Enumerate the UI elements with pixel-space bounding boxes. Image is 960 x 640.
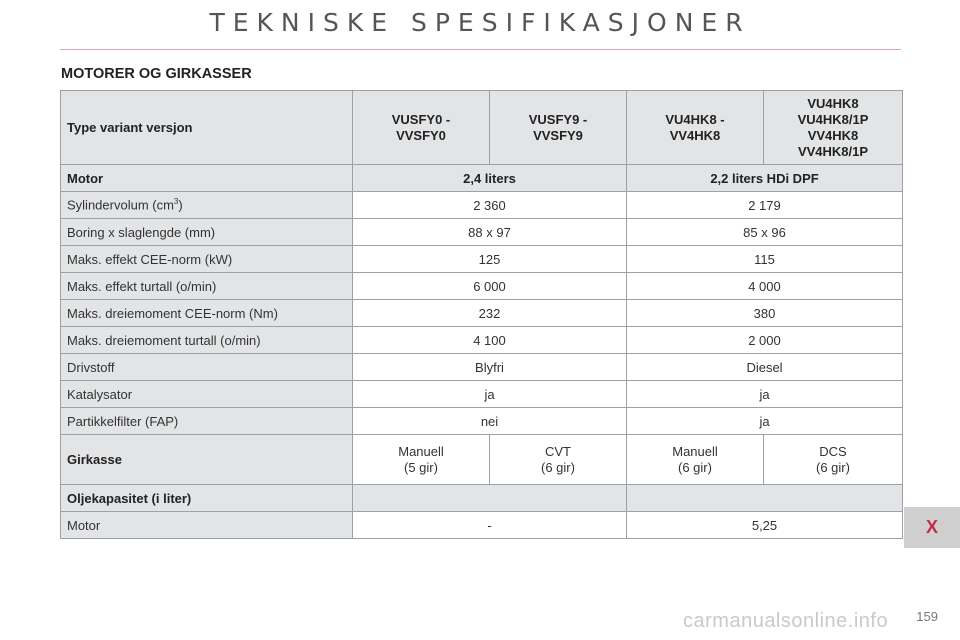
title-divider	[60, 49, 901, 50]
row-value-a: 125	[353, 246, 627, 273]
row-value-b: 85 x 96	[627, 219, 903, 246]
row-value-a: Blyfri	[353, 354, 627, 381]
gearbox-value-4: DCS (6 gir)	[764, 435, 903, 485]
motor-value-b: 2,2 liters HDi DPF	[627, 165, 903, 192]
row-label: Drivstoff	[61, 354, 353, 381]
spec-table	[60, 90, 903, 539]
row-value-a: 88 x 97	[353, 219, 627, 246]
row-label: Maks. effekt turtall (o/min)	[61, 273, 353, 300]
gearbox-value-2: CVT (6 gir)	[490, 435, 627, 485]
row-value-a: 2 360	[353, 192, 627, 219]
table-row	[61, 300, 903, 327]
motor-label: Motor	[61, 165, 353, 192]
table-row	[61, 354, 903, 381]
motor-row	[61, 165, 903, 192]
gearbox-row	[61, 435, 903, 485]
table-row	[61, 408, 903, 435]
row-label: Boring x slaglengde (mm)	[61, 219, 353, 246]
row-value-b: ja	[627, 381, 903, 408]
gearbox-value-3: Manuell (6 gir)	[627, 435, 764, 485]
header-variant-4: VU4HK8 VU4HK8/1P VV4HK8 VV4HK8/1P	[764, 91, 903, 165]
row-label: Katalysator	[61, 381, 353, 408]
row-label: Maks. dreiemoment turtall (o/min)	[61, 327, 353, 354]
row-label: Sylindervolum $(cm^3)$	[61, 192, 353, 219]
row-value-b: 380	[627, 300, 903, 327]
oil-motor-label: Motor	[61, 512, 353, 539]
motor-value-a: 2,4 liters	[353, 165, 627, 192]
header-variant-2: VUSFY9 - VVSFY9	[490, 91, 627, 165]
row-value-b: ja	[627, 408, 903, 435]
row-value-b: 2 179	[627, 192, 903, 219]
watermark-text: carmanualsonline.info	[683, 610, 889, 632]
oil-capacity-empty-b	[627, 485, 903, 512]
header-variant-1: VUSFY0 - VVSFY0	[353, 91, 490, 165]
gearbox-label: Girkasse	[61, 435, 353, 485]
row-label: Maks. dreiemoment CEE-norm (Nm)	[61, 300, 353, 327]
table-row	[61, 219, 903, 246]
row-value-b: 115	[627, 246, 903, 273]
oil-motor-row	[61, 512, 903, 539]
table-row	[61, 327, 903, 354]
row-value-a: 4 100	[353, 327, 627, 354]
page-title: TEKNISKE SPESIFIKASJONER	[209, 8, 751, 37]
table-row	[61, 381, 903, 408]
table-row	[61, 246, 903, 273]
chapter-tab[interactable]: X	[904, 507, 960, 548]
page-number: 159	[916, 609, 938, 624]
header-label: Type variant versjon	[61, 91, 353, 165]
gearbox-value-1: Manuell (5 gir)	[353, 435, 490, 485]
oil-motor-value-a: -	[353, 512, 627, 539]
table-row	[61, 273, 903, 300]
section-title: MOTORER OG GIRKASSER	[61, 66, 252, 82]
header-variant-3: VU4HK8 - VV4HK8	[627, 91, 764, 165]
row-value-a: nei	[353, 408, 627, 435]
oil-capacity-empty-a	[353, 485, 627, 512]
row-label: Partikkelfilter (FAP)	[61, 408, 353, 435]
row-label: Maks. effekt CEE-norm (kW)	[61, 246, 353, 273]
row-value-a: 232	[353, 300, 627, 327]
table-row	[61, 192, 903, 219]
header-row	[61, 91, 903, 165]
row-value-a: 6 000	[353, 273, 627, 300]
oil-capacity-row	[61, 485, 903, 512]
oil-motor-value-b: 5,25	[627, 512, 903, 539]
oil-capacity-label: Oljekapasitet (i liter)	[61, 485, 353, 512]
row-value-b: 2 000	[627, 327, 903, 354]
row-value-b: Diesel	[627, 354, 903, 381]
row-value-b: 4 000	[627, 273, 903, 300]
row-value-a: ja	[353, 381, 627, 408]
